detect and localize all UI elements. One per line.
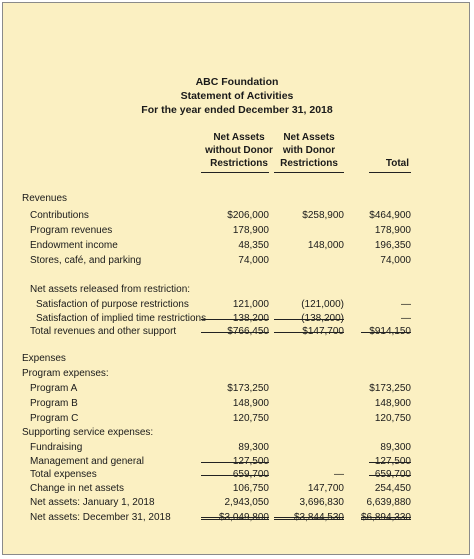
row-value-c1: 74,000 (238, 255, 269, 266)
row-value-c2: $147,700 (302, 326, 344, 337)
row-value-c3: — (401, 313, 411, 324)
row-label: Program A (30, 383, 78, 394)
total-rule (201, 332, 269, 333)
row-label: Management and general (30, 456, 144, 467)
row-value-c3: 178,900 (374, 225, 411, 236)
row-value-c1: $766,450 (227, 326, 269, 337)
row-value-c3: 6,639,880 (366, 497, 411, 508)
row-label: Program B (30, 398, 78, 409)
header-line: Restrictions (210, 158, 268, 169)
final-rule (201, 517, 269, 520)
row-label: Net assets released from restriction: (30, 284, 191, 295)
row-value-c2: (138,200) (301, 313, 344, 324)
row-value-c3: — (401, 299, 411, 310)
row-value-c2: (121,000) (301, 299, 344, 310)
column-header-without-restrictions (199, 131, 279, 170)
row-value-c3: 74,000 (380, 255, 411, 266)
row-value-c1: $3,049,800 (218, 512, 269, 523)
row-label: Fundraising (30, 442, 83, 453)
row-label: Change in net assets (30, 483, 124, 494)
row-value-c1: 138,200 (232, 313, 269, 324)
row-value-c2: 148,000 (307, 240, 344, 251)
row-value-c3: 659,700 (374, 469, 411, 480)
header-rule (201, 172, 269, 173)
row-value-c1: 178,900 (232, 225, 269, 236)
row-value-c2: $3,844,530 (293, 512, 344, 523)
header-rule (274, 172, 344, 173)
row-value-c1: $206,000 (227, 210, 269, 221)
subtotal-rule (369, 475, 411, 476)
final-rule (274, 517, 344, 520)
row-value-c1: 148,900 (232, 398, 269, 409)
row-value-c2: 147,700 (307, 483, 344, 494)
row-label: Net assets: December 31, 2018 (30, 512, 171, 523)
row-label: Revenues (22, 193, 68, 204)
row-value-c1: $173,250 (227, 383, 269, 394)
row-label: Net assets: January 1, 2018 (30, 497, 155, 508)
subtotal-rule (201, 462, 269, 463)
row-value-c1: 121,000 (232, 299, 269, 310)
row-value-c3: $464,900 (369, 210, 411, 221)
row-value-c3: 127,500 (374, 456, 411, 467)
row-label: Program C (30, 413, 79, 424)
header-line: Net Assets (283, 132, 335, 143)
statement-title: Statement of Activities (180, 90, 294, 102)
row-value-c2: 3,696,830 (299, 497, 344, 508)
row-value-c3: $914,150 (369, 326, 411, 337)
row-value-c3: 89,300 (380, 442, 411, 453)
row-label: Contributions (30, 210, 89, 221)
header-line: Net Assets (213, 132, 265, 143)
row-label: Total expenses (30, 469, 97, 480)
total-rule (361, 332, 411, 333)
row-label: Expenses (22, 353, 66, 364)
subtotal-rule (201, 319, 269, 320)
column-header-total: Total (385, 158, 409, 169)
row-value-c1: 2,943,050 (224, 497, 269, 508)
row-value-c2: — (334, 469, 344, 480)
row-label: Program expenses: (22, 368, 109, 379)
header-rule (369, 172, 411, 173)
row-label: Program revenues (30, 225, 113, 236)
row-label: Stores, café, and parking (30, 255, 142, 266)
org-name: ABC Foundation (195, 76, 279, 88)
header-line: without Donor (205, 145, 273, 156)
row-value-c3: 196,350 (374, 240, 411, 251)
statement-panel (2, 2, 470, 555)
statement-period: For the year ended December 31, 2018 (141, 104, 333, 116)
header-line: Restrictions (280, 158, 338, 169)
row-value-c1: 120,750 (232, 413, 269, 424)
total-rule (274, 332, 344, 333)
final-rule (361, 517, 411, 520)
row-value-c1: 127,500 (232, 456, 269, 467)
row-value-c1: 659,700 (232, 469, 269, 480)
row-value-c2: $258,900 (302, 210, 344, 221)
subtotal-rule (201, 475, 269, 476)
row-value-c1: 89,300 (238, 442, 269, 453)
row-value-c3: $6,894,330 (360, 512, 411, 523)
row-value-c3: 148,900 (374, 398, 411, 409)
row-label: Satisfaction of purpose restrictions (36, 299, 189, 310)
subtotal-rule (369, 462, 411, 463)
row-label: Total revenues and other support (30, 326, 177, 337)
column-header-with-restrictions (271, 131, 347, 170)
row-value-c1: 48,350 (238, 240, 269, 251)
row-value-c3: $173,250 (369, 383, 411, 394)
row-label: Endowment income (30, 240, 118, 251)
row-label: Satisfaction of implied time restrictions (36, 313, 207, 324)
row-label: Supporting service expenses: (22, 427, 154, 438)
row-value-c1: 106,750 (232, 483, 269, 494)
row-value-c3: 120,750 (374, 413, 411, 424)
subtotal-rule (274, 319, 344, 320)
header-line: with Donor (282, 145, 336, 156)
row-value-c3: 254,450 (374, 483, 411, 494)
